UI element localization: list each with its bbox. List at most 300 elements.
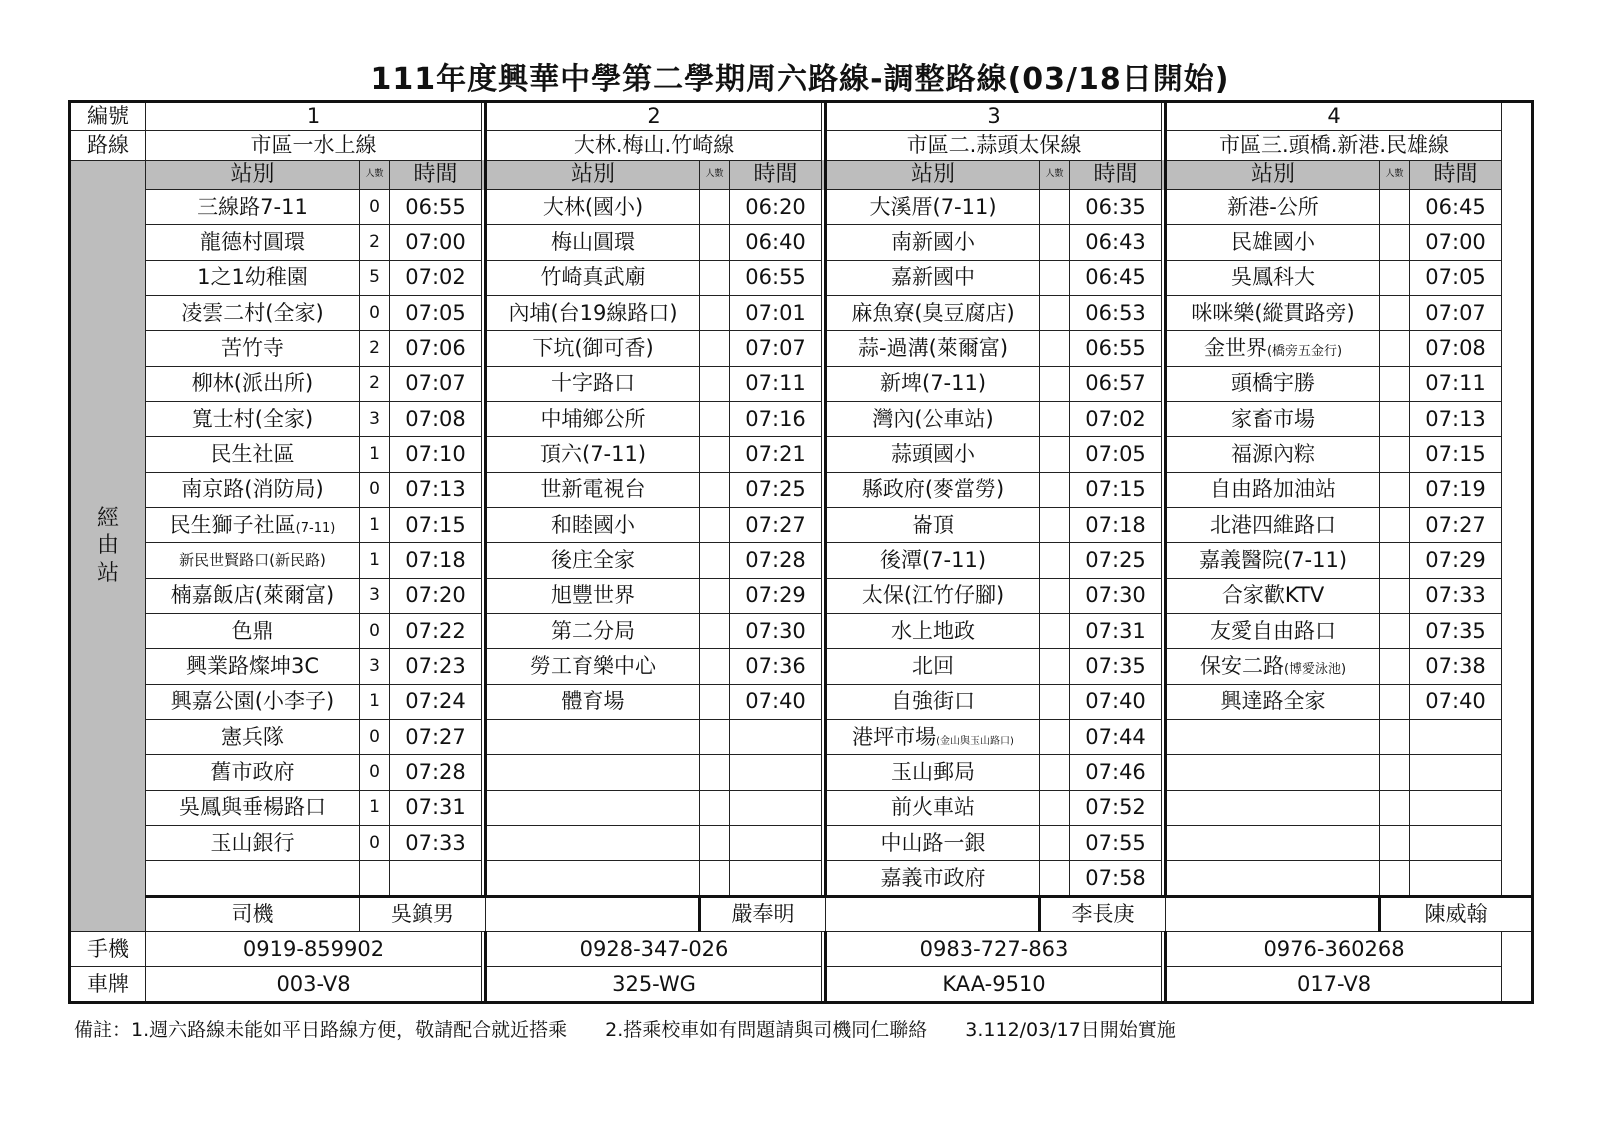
stop-name-text: 福源內粽 bbox=[1231, 442, 1316, 467]
driver-name: 嚴奉明 bbox=[700, 896, 826, 931]
stop-name-text: 吳鳳科大 bbox=[1231, 265, 1316, 290]
stop-name-text: 旭豐世界 bbox=[551, 583, 636, 608]
stop-count bbox=[700, 472, 730, 507]
stop-name-text: 勞工育樂中心 bbox=[530, 654, 657, 679]
stop-time: 07:20 bbox=[390, 578, 482, 613]
stop-count: 3 bbox=[360, 402, 390, 437]
stop-count: 5 bbox=[360, 260, 390, 295]
stop-count bbox=[700, 790, 730, 825]
stop-time bbox=[730, 755, 822, 790]
stop-time: 07:15 bbox=[1070, 472, 1162, 507]
stop-count bbox=[1380, 790, 1410, 825]
stop-name-text: 舊市政府 bbox=[210, 760, 295, 785]
stop-time: 07:13 bbox=[390, 472, 482, 507]
stop-time: 07:24 bbox=[390, 684, 482, 719]
stop-name-text: 新民世賢路口(新民路) bbox=[179, 551, 326, 570]
stop-name bbox=[826, 684, 1040, 719]
stop-count bbox=[1040, 578, 1070, 613]
stop-name bbox=[486, 366, 700, 401]
stop-count bbox=[1380, 225, 1410, 260]
header-station: 站別 bbox=[826, 160, 1040, 189]
stop-time: 07:05 bbox=[390, 296, 482, 331]
header-time: 時間 bbox=[1070, 160, 1162, 189]
stop-name-text: 凌雲二村(全家) bbox=[181, 300, 324, 325]
stop-name-text: 前火車站 bbox=[891, 795, 976, 820]
stop-time: 07:10 bbox=[390, 437, 482, 472]
stop-count bbox=[1040, 790, 1070, 825]
stop-time: 07:40 bbox=[730, 684, 822, 719]
stop-time: 07:27 bbox=[390, 720, 482, 755]
stop-name bbox=[826, 578, 1040, 613]
stop-name-text: 家畜市場 bbox=[1231, 406, 1316, 431]
stop-time: 07:06 bbox=[390, 331, 482, 366]
stop-name-text: 竹崎真武廟 bbox=[540, 265, 646, 290]
stop-name bbox=[1166, 402, 1380, 437]
stop-count bbox=[700, 190, 730, 225]
stop-time: 07:05 bbox=[1070, 437, 1162, 472]
stop-name-text: 新埤(7-11) bbox=[880, 371, 987, 396]
stop-name bbox=[486, 578, 700, 613]
stop-name-text: 南新國小 bbox=[891, 230, 976, 255]
stop-time: 07:46 bbox=[1070, 755, 1162, 790]
stop-count bbox=[700, 826, 730, 861]
stop-name bbox=[486, 402, 700, 437]
stop-time: 07:28 bbox=[730, 543, 822, 578]
column-gap bbox=[826, 896, 1040, 931]
stop-count bbox=[700, 684, 730, 719]
stop-name bbox=[486, 790, 700, 825]
stop-name bbox=[146, 614, 360, 649]
stop-name bbox=[1166, 437, 1380, 472]
stop-count bbox=[1380, 720, 1410, 755]
stop-name-text: 水上地政 bbox=[891, 618, 976, 643]
column-gap bbox=[486, 896, 700, 931]
stop-name bbox=[826, 543, 1040, 578]
stop-count bbox=[700, 225, 730, 260]
stop-count bbox=[700, 296, 730, 331]
stop-name-text: 玉山郵局 bbox=[891, 760, 976, 785]
stop-count: 0 bbox=[360, 826, 390, 861]
stop-name-text: 體育場 bbox=[561, 689, 625, 714]
stop-name-text: 咪咪樂(縱貫路旁) bbox=[1191, 300, 1355, 325]
stop-name-text: 世新電視台 bbox=[540, 477, 646, 502]
stop-name bbox=[826, 720, 1040, 755]
stop-time: 06:35 bbox=[1070, 190, 1162, 225]
stop-count: 0 bbox=[360, 720, 390, 755]
stop-count bbox=[1040, 296, 1070, 331]
stop-name-text: 十字路口 bbox=[551, 371, 636, 396]
stop-count bbox=[1380, 543, 1410, 578]
stop-count: 2 bbox=[360, 331, 390, 366]
stop-count: 1 bbox=[360, 543, 390, 578]
stop-count bbox=[1040, 684, 1070, 719]
bus-plate: 003-V8 bbox=[146, 967, 482, 1003]
stop-name-text: 1之1幼稚園 bbox=[197, 265, 308, 290]
stop-time bbox=[1410, 861, 1502, 896]
stop-name bbox=[146, 578, 360, 613]
stop-time: 06:45 bbox=[1070, 260, 1162, 295]
stop-time: 07:15 bbox=[390, 508, 482, 543]
stop-time: 06:57 bbox=[1070, 366, 1162, 401]
stop-name bbox=[146, 225, 360, 260]
stop-time: 07:29 bbox=[730, 578, 822, 613]
stop-count bbox=[1040, 861, 1070, 896]
stop-count bbox=[1380, 649, 1410, 684]
stop-time: 07:31 bbox=[1070, 614, 1162, 649]
stop-count bbox=[1040, 331, 1070, 366]
stop-time: 06:40 bbox=[730, 225, 822, 260]
stop-time: 07:18 bbox=[390, 543, 482, 578]
header-count: 人數 bbox=[1040, 160, 1070, 189]
stop-name bbox=[146, 366, 360, 401]
stop-count bbox=[700, 861, 730, 896]
stop-name-text: 蒜頭國小 bbox=[891, 442, 976, 467]
stop-name bbox=[826, 366, 1040, 401]
stop-name bbox=[1166, 790, 1380, 825]
stop-name bbox=[486, 755, 700, 790]
stop-name-text: 民生社區 bbox=[210, 442, 295, 467]
stop-name bbox=[486, 543, 700, 578]
stop-time bbox=[730, 720, 822, 755]
stop-name bbox=[146, 755, 360, 790]
stop-name bbox=[1166, 190, 1380, 225]
label-route: 路線 bbox=[70, 131, 146, 160]
stop-name-text: 三線路7-11 bbox=[197, 194, 308, 219]
stop-count bbox=[1380, 366, 1410, 401]
stop-time: 07:15 bbox=[1410, 437, 1502, 472]
header-count: 人數 bbox=[700, 160, 730, 189]
route-number: 1 bbox=[146, 102, 482, 131]
stop-time: 07:36 bbox=[730, 649, 822, 684]
route-name: 大林.梅山.竹崎線 bbox=[486, 131, 822, 160]
stop-time: 07:23 bbox=[390, 649, 482, 684]
stop-count bbox=[1380, 755, 1410, 790]
stop-time: 06:55 bbox=[1070, 331, 1162, 366]
stop-name bbox=[826, 614, 1040, 649]
stop-count bbox=[1380, 437, 1410, 472]
stop-name-text: 港坪市場 bbox=[852, 724, 937, 749]
stop-time: 06:20 bbox=[730, 190, 822, 225]
stop-name bbox=[826, 755, 1040, 790]
driver-name: 陳威翰 bbox=[1380, 896, 1533, 931]
stop-time: 07:33 bbox=[390, 826, 482, 861]
stop-name bbox=[826, 437, 1040, 472]
route-number: 2 bbox=[486, 102, 822, 131]
stop-time: 07:11 bbox=[730, 366, 822, 401]
label-stops: 經 由 站 bbox=[70, 160, 146, 931]
stop-time: 06:53 bbox=[1070, 296, 1162, 331]
page-title: 111年度興華中學第二學期周六路線-調整路線(03/18日開始) bbox=[370, 62, 1230, 97]
stop-name-text: 下坑(御可香) bbox=[532, 336, 654, 361]
stop-count: 3 bbox=[360, 649, 390, 684]
stop-name bbox=[826, 402, 1040, 437]
stop-time bbox=[730, 826, 822, 861]
label-plate: 車牌 bbox=[70, 967, 146, 1003]
stop-time: 07:27 bbox=[1410, 508, 1502, 543]
stop-name bbox=[486, 260, 700, 295]
stop-name bbox=[1166, 508, 1380, 543]
stop-name bbox=[826, 296, 1040, 331]
stop-name-text: 嘉義醫院(7-11) bbox=[1199, 548, 1348, 573]
stop-time: 07:44 bbox=[1070, 720, 1162, 755]
stop-count bbox=[1040, 508, 1070, 543]
stop-name bbox=[486, 437, 700, 472]
stop-count bbox=[700, 437, 730, 472]
stop-name-text: 麻魚寮(臭豆腐店) bbox=[851, 300, 1015, 325]
stop-name-text: 金世界 bbox=[1203, 336, 1267, 361]
stop-name-text: 友愛自由路口 bbox=[1210, 618, 1337, 643]
stop-time: 07:52 bbox=[1070, 790, 1162, 825]
stop-name bbox=[826, 225, 1040, 260]
stop-name bbox=[146, 826, 360, 861]
stop-time bbox=[1410, 720, 1502, 755]
stop-name-text: 後庄全家 bbox=[551, 548, 636, 573]
stop-count: 0 bbox=[360, 190, 390, 225]
stop-name-text: 頂六(7-11) bbox=[540, 442, 647, 467]
stop-name bbox=[146, 437, 360, 472]
stop-count bbox=[1380, 614, 1410, 649]
stop-name bbox=[146, 861, 360, 896]
stop-time: 07:07 bbox=[390, 366, 482, 401]
stop-count bbox=[1380, 190, 1410, 225]
stop-time: 06:55 bbox=[730, 260, 822, 295]
stop-name bbox=[486, 720, 700, 755]
stop-count bbox=[1040, 190, 1070, 225]
stop-count bbox=[1040, 543, 1070, 578]
stop-name bbox=[1166, 296, 1380, 331]
schedule-table bbox=[68, 100, 1534, 1004]
stop-name-text: 崙頂 bbox=[912, 512, 955, 537]
stop-name bbox=[486, 861, 700, 896]
header-time: 時間 bbox=[390, 160, 482, 189]
stop-name bbox=[486, 826, 700, 861]
stop-count bbox=[700, 508, 730, 543]
driver-phone: 0976-360268 bbox=[1166, 932, 1502, 967]
stop-count bbox=[700, 331, 730, 366]
stop-name bbox=[486, 296, 700, 331]
stop-name-text: 民生獅子社區 bbox=[169, 512, 296, 537]
stop-name-text: 頭橋宇勝 bbox=[1231, 371, 1316, 396]
stop-name-text: 第二分局 bbox=[551, 618, 636, 643]
stop-name bbox=[1166, 684, 1380, 719]
stop-name bbox=[486, 684, 700, 719]
stop-name bbox=[1166, 225, 1380, 260]
stop-name-text: 嘉新國中 bbox=[891, 265, 976, 290]
stop-count bbox=[1040, 402, 1070, 437]
stop-time: 07:35 bbox=[1070, 649, 1162, 684]
stop-name bbox=[146, 508, 360, 543]
header-station: 站別 bbox=[146, 160, 360, 189]
stop-name-text: 梅山圓環 bbox=[551, 230, 636, 255]
label-phone: 手機 bbox=[70, 932, 146, 967]
stop-name-text: 後潭(7-11) bbox=[880, 548, 987, 573]
stop-name bbox=[1166, 649, 1380, 684]
stop-name-text: 中埔鄉公所 bbox=[540, 406, 646, 431]
stop-name bbox=[146, 402, 360, 437]
stop-count bbox=[1040, 472, 1070, 507]
stop-name-text: 內埔(台19線路口) bbox=[508, 300, 678, 325]
stop-name bbox=[1166, 614, 1380, 649]
stop-name bbox=[826, 790, 1040, 825]
stop-time: 07:13 bbox=[1410, 402, 1502, 437]
stop-time bbox=[1410, 755, 1502, 790]
header-station: 站別 bbox=[486, 160, 700, 189]
stop-time: 07:02 bbox=[1070, 402, 1162, 437]
stop-name bbox=[146, 472, 360, 507]
stop-count bbox=[1040, 826, 1070, 861]
stop-time: 07:35 bbox=[1410, 614, 1502, 649]
stop-time: 07:33 bbox=[1410, 578, 1502, 613]
bus-plate: 325-WG bbox=[486, 967, 822, 1003]
stop-count bbox=[1380, 684, 1410, 719]
stop-name bbox=[1166, 260, 1380, 295]
stop-name bbox=[1166, 331, 1380, 366]
stop-time: 07:00 bbox=[1410, 225, 1502, 260]
stop-name bbox=[146, 720, 360, 755]
stop-count bbox=[360, 861, 390, 896]
stop-name-text: 興嘉公園(小李子) bbox=[170, 689, 335, 714]
stop-name-text: 自強街口 bbox=[891, 689, 976, 714]
stop-name-text: 灣內(公車站) bbox=[872, 406, 994, 431]
stop-count bbox=[1380, 861, 1410, 896]
stop-name-text: 楠嘉飯店(萊爾富) bbox=[170, 583, 335, 608]
stop-name bbox=[826, 472, 1040, 507]
stop-time: 07:40 bbox=[1410, 684, 1502, 719]
stop-name bbox=[486, 472, 700, 507]
stop-time: 07:16 bbox=[730, 402, 822, 437]
stop-time: 07:30 bbox=[1070, 578, 1162, 613]
stop-name bbox=[1166, 826, 1380, 861]
stop-count bbox=[1040, 614, 1070, 649]
stop-time: 07:30 bbox=[730, 614, 822, 649]
stop-time: 07:25 bbox=[730, 472, 822, 507]
stop-time: 07:18 bbox=[1070, 508, 1162, 543]
stop-name bbox=[486, 614, 700, 649]
stop-time: 07:40 bbox=[1070, 684, 1162, 719]
stop-count bbox=[1040, 720, 1070, 755]
stop-name-text: 北港四維路口 bbox=[1210, 512, 1337, 537]
stop-time bbox=[1410, 790, 1502, 825]
stop-time: 07:28 bbox=[390, 755, 482, 790]
stop-name bbox=[1166, 472, 1380, 507]
stop-time: 07:00 bbox=[390, 225, 482, 260]
stop-name bbox=[486, 508, 700, 543]
stop-count bbox=[1040, 225, 1070, 260]
stop-time: 07:07 bbox=[730, 331, 822, 366]
stop-name bbox=[486, 331, 700, 366]
stop-count: 0 bbox=[360, 296, 390, 331]
stop-count bbox=[1380, 296, 1410, 331]
stop-time bbox=[1410, 826, 1502, 861]
stop-name-text: 柳林(派出所) bbox=[191, 371, 314, 396]
stop-count: 0 bbox=[360, 472, 390, 507]
stop-name-note: (7-11) bbox=[295, 520, 336, 536]
stop-count bbox=[700, 755, 730, 790]
stop-time: 07:31 bbox=[390, 790, 482, 825]
bus-plate: 017-V8 bbox=[1166, 967, 1502, 1003]
header-count: 人數 bbox=[1380, 160, 1410, 189]
stop-count bbox=[700, 614, 730, 649]
header-time: 時間 bbox=[730, 160, 822, 189]
stop-name bbox=[486, 190, 700, 225]
stop-name bbox=[146, 260, 360, 295]
stop-name-text: 大溪厝(7-11) bbox=[869, 194, 997, 219]
stop-name-note: (博愛泳池) bbox=[1283, 662, 1347, 678]
column-gap bbox=[1166, 896, 1380, 931]
stop-count bbox=[700, 543, 730, 578]
stop-name-text: 玉山銀行 bbox=[210, 830, 295, 855]
stop-time bbox=[730, 790, 822, 825]
header-station: 站別 bbox=[1166, 160, 1380, 189]
stop-count bbox=[1380, 472, 1410, 507]
stop-time: 07:25 bbox=[1070, 543, 1162, 578]
stop-time: 07:27 bbox=[730, 508, 822, 543]
stop-time bbox=[390, 861, 482, 896]
stop-time: 07:05 bbox=[1410, 260, 1502, 295]
stop-name bbox=[1166, 543, 1380, 578]
label-number: 編號 bbox=[70, 102, 146, 131]
route-number: 4 bbox=[1166, 102, 1502, 131]
stop-name bbox=[826, 649, 1040, 684]
stop-count: 3 bbox=[360, 578, 390, 613]
stop-time bbox=[730, 861, 822, 896]
stop-count bbox=[1040, 755, 1070, 790]
stop-count: 1 bbox=[360, 508, 390, 543]
route-number: 3 bbox=[826, 102, 1162, 131]
driver-phone: 0928-347-026 bbox=[486, 932, 822, 967]
stop-count bbox=[1040, 649, 1070, 684]
stop-name-text: 寬士村(全家) bbox=[191, 406, 314, 431]
driver-name: 吳鎮男 bbox=[360, 896, 486, 931]
stop-count: 0 bbox=[360, 755, 390, 790]
stop-name bbox=[486, 225, 700, 260]
stop-name-note: (橋旁五金行) bbox=[1266, 344, 1343, 360]
stop-time: 07:58 bbox=[1070, 861, 1162, 896]
stop-time: 06:55 bbox=[390, 190, 482, 225]
stop-name-text: 新港-公所 bbox=[1227, 194, 1319, 219]
stop-name-text: 保安二路 bbox=[1199, 654, 1284, 679]
bus-plate: KAA-9510 bbox=[826, 967, 1162, 1003]
stop-count: 1 bbox=[360, 437, 390, 472]
stop-name bbox=[1166, 366, 1380, 401]
stop-count: 1 bbox=[360, 684, 390, 719]
stop-name bbox=[826, 508, 1040, 543]
stop-name-text: 蒜-過溝(萊爾富) bbox=[858, 336, 1009, 361]
stop-name bbox=[146, 331, 360, 366]
stop-name-text: 太保(江竹仔腳) bbox=[861, 583, 1005, 608]
stop-count bbox=[1040, 260, 1070, 295]
stop-count bbox=[1040, 366, 1070, 401]
stop-time: 06:43 bbox=[1070, 225, 1162, 260]
stop-time: 07:29 bbox=[1410, 543, 1502, 578]
stop-name bbox=[826, 861, 1040, 896]
stop-count: 2 bbox=[360, 225, 390, 260]
stop-name-text: 吳鳳與垂楊路口 bbox=[179, 795, 326, 820]
stop-name-text: 中山路一銀 bbox=[880, 830, 986, 855]
stop-count bbox=[700, 649, 730, 684]
stop-time: 07:01 bbox=[730, 296, 822, 331]
stop-name bbox=[826, 331, 1040, 366]
stop-name bbox=[146, 190, 360, 225]
stop-name-text: 色鼎 bbox=[231, 618, 274, 643]
stop-time: 07:21 bbox=[730, 437, 822, 472]
driver-phone: 0983-727-863 bbox=[826, 932, 1162, 967]
stop-name-text: 苦竹寺 bbox=[221, 336, 284, 361]
stop-time: 07:08 bbox=[390, 402, 482, 437]
stop-count: 0 bbox=[360, 614, 390, 649]
stop-count bbox=[700, 578, 730, 613]
stop-name bbox=[146, 684, 360, 719]
